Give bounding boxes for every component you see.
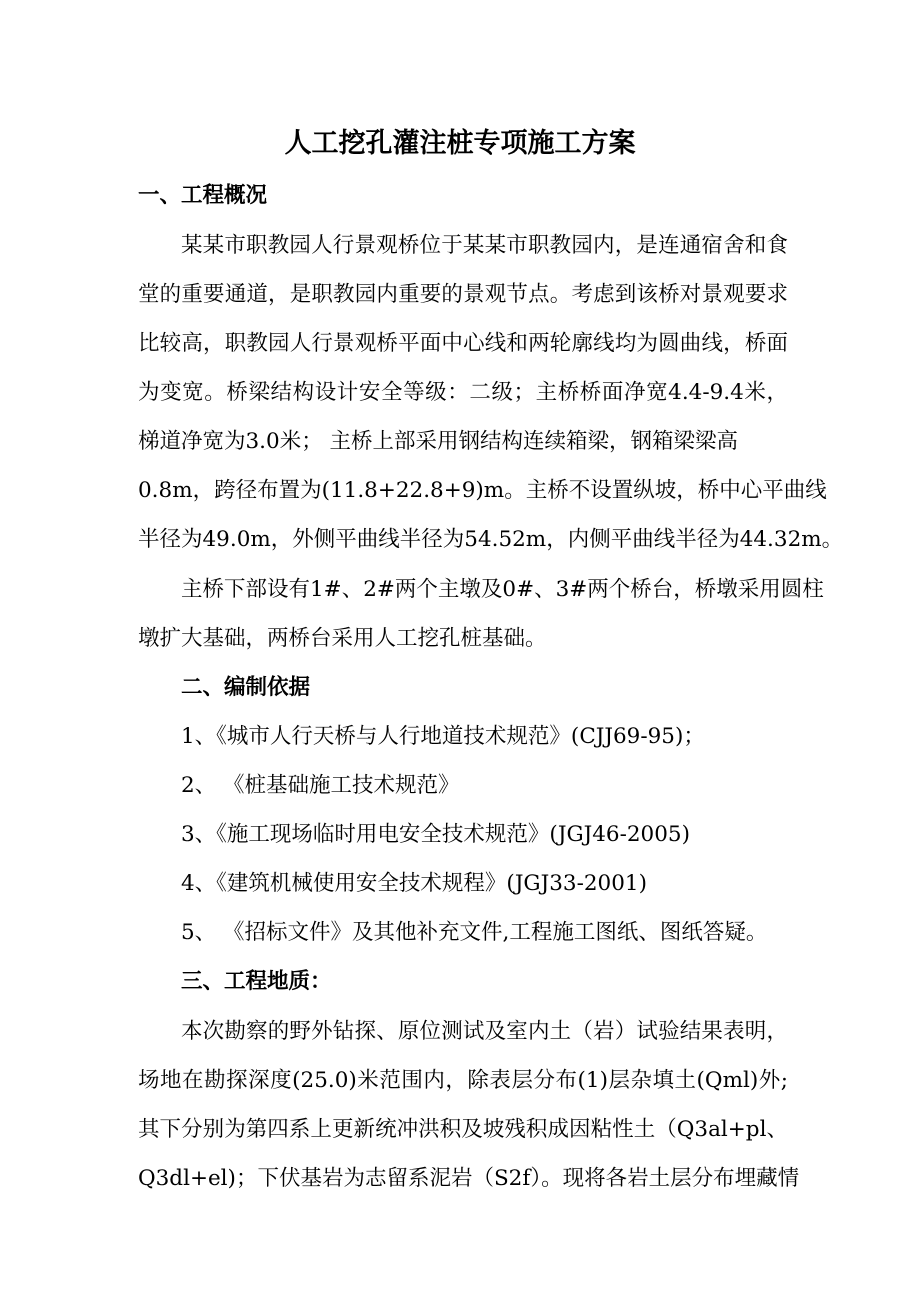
list-item: 3、《施工现场临时用电安全技术规范》(JGJ46-2005) [181, 822, 690, 847]
paragraph-line: 比较高，职教园人行景观桥平面中心线和两轮廓线均为圆曲线，桥面 [138, 331, 788, 356]
paragraph-line: 主桥下部设有1#、2#两个主墩及0#、3#两个桥台，桥墩采用圆柱 [181, 577, 824, 602]
paragraph-line: 墩扩大基础，两桥台采用人工挖孔桩基础。 [138, 626, 547, 651]
paragraph-line: 其下分别为第四系上更新统冲洪积及坡残积成因粘性土（Q3al+pl、 [138, 1117, 788, 1142]
paragraph-line: 0.8m，跨径布置为(11.8+22.8+9)m。主桥不设置纵坡，桥中心平曲线 [138, 478, 827, 503]
document-title: 人工挖孔灌注桩专项施工方案 [284, 128, 636, 159]
list-item: 5、 《招标文件》及其他补充文件,工程施工图纸、图纸答疑。 [181, 920, 768, 945]
list-item: 4、《建筑机械使用安全技术规程》(JGJ33-2001) [181, 871, 647, 896]
section-heading-overview: 一、工程概况 [138, 183, 268, 208]
paragraph-line: 某某市职教园人行景观桥位于某某市职教园内，是连通宿舍和食 [181, 233, 788, 258]
list-item: 1、《城市人行天桥与人行地道技术规范》(CJJ69-95)； [181, 724, 705, 749]
paragraph-line: 为变宽。桥梁结构设计安全等级：二级；主桥桥面净宽4.4-9.4米， [138, 380, 788, 405]
paragraph-line: 堂的重要通道，是职教园内重要的景观节点。考虑到该桥对景观要求 [138, 282, 788, 307]
paragraph-line: 梯道净宽为3.0米； 主桥上部采用钢结构连续箱梁，钢箱梁梁高 [138, 429, 739, 454]
paragraph-line: 场地在勘探深度(25.0)米范围内，除表层分布(1)层杂填土(Qml)外; [138, 1068, 788, 1093]
paragraph-line: 本次勘察的野外钻探、原位测试及室内土（岩）试验结果表明， [181, 1019, 788, 1044]
paragraph-line: 半径为49.0m，外侧平曲线半径为54.52m，内侧平曲线半径为44.32m。 [138, 527, 844, 552]
paragraph-line: Q3dl+el)；下伏基岩为志留系泥岩（S2f）。现将各岩土层分布埋藏情 [138, 1166, 800, 1191]
list-item: 2、 《桩基础施工技术规范》 [181, 773, 460, 798]
section-heading-basis: 二、编制依据 [181, 675, 311, 700]
section-heading-geology: 三、工程地质： [181, 969, 332, 994]
